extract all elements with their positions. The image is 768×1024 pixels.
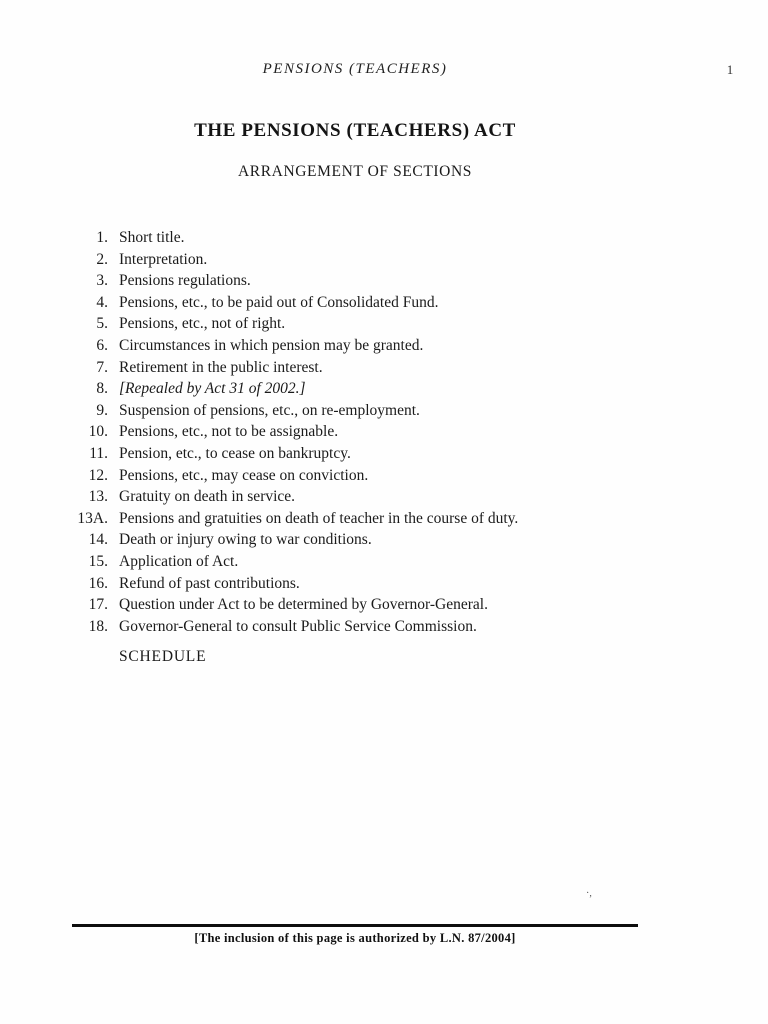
section-number: 12.: [88, 466, 108, 484]
section-item: [62, 486, 662, 508]
sections-list: [62, 227, 662, 637]
section-text: Question under Act to be determined by Governor-General.: [119, 596, 488, 614]
section-item: [62, 400, 662, 422]
section-item: [62, 551, 662, 573]
section-number: 11.: [89, 444, 108, 462]
section-number: 4.: [96, 293, 108, 311]
schedule-heading: SCHEDULE: [119, 648, 207, 665]
section-number: 13A.: [77, 509, 108, 527]
section-text: Circumstances in which pension may be granted.: [119, 336, 424, 354]
section-text: Death or injury owing to war conditions.: [119, 531, 372, 549]
section-item: [62, 313, 662, 335]
section-item: [62, 249, 662, 271]
section-text: Pensions, etc., not to be assignable.: [119, 423, 339, 441]
section-item: [62, 357, 662, 379]
section-item: [62, 465, 662, 487]
running-header-title: PENSIONS (TEACHERS): [262, 61, 448, 77]
section-item: [62, 529, 662, 551]
section-item: [62, 292, 662, 314]
section-item: [62, 573, 662, 595]
section-number: 5.: [96, 315, 108, 333]
section-text: Pensions and gratuities on death of teacher in the course of duty.: [119, 509, 519, 527]
section-item: [62, 443, 662, 465]
section-number: 10.: [88, 423, 108, 441]
section-number: 16.: [88, 574, 108, 592]
section-text: Pensions, etc., to be paid out of Consolidated Fund.: [119, 293, 439, 311]
section-item: [62, 270, 662, 292]
act-title: THE PENSIONS (TEACHERS) ACT: [194, 120, 516, 141]
section-number: 1.: [96, 229, 108, 246]
section-text: Short title.: [119, 229, 185, 246]
section-text: Pensions, etc., not of right.: [119, 315, 286, 333]
section-item: [62, 594, 662, 616]
section-item: [62, 616, 662, 638]
section-number: 2.: [96, 250, 108, 268]
section-number: 13.: [88, 488, 108, 506]
section-number: 6.: [96, 336, 108, 354]
section-text: Pensions, etc., may cease on conviction.: [119, 466, 369, 484]
section-text: Gratuity on death in service.: [119, 488, 296, 506]
section-number: 17.: [88, 596, 108, 614]
section-number: 14.: [88, 531, 108, 549]
section-text: Governor-General to consult Public Service Commission.: [119, 617, 477, 635]
section-item: [62, 227, 662, 249]
section-item: [62, 508, 662, 530]
section-text: Retirement in the public interest.: [119, 358, 323, 376]
section-text: Pension, etc., to cease on bankruptcy.: [119, 444, 351, 462]
section-item: [62, 378, 662, 400]
section-text: Application of Act.: [119, 552, 239, 570]
scan-artifact: ·,: [586, 888, 592, 899]
section-text: [Repealed by Act 31 of 2002.]: [119, 380, 306, 398]
section-text: Pensions regulations.: [119, 272, 251, 290]
section-text: Suspension of pensions, etc., on re-employment.: [119, 401, 420, 419]
section-text: Interpretation.: [119, 250, 208, 268]
section-item: [62, 335, 662, 357]
footer-rule: [72, 924, 638, 927]
section-number: 18.: [88, 617, 108, 635]
footer-authorization: [The inclusion of this page is authorized by L.N. 87/2004]: [194, 931, 516, 945]
page-number: 1: [726, 62, 734, 77]
section-number: 7.: [96, 358, 108, 376]
section-number: 9.: [96, 401, 108, 419]
running-header: [0, 60, 710, 78]
section-item: [62, 421, 662, 443]
section-number: 8.: [96, 380, 108, 398]
arrangement-of-sections-heading: ARRANGEMENT OF SECTIONS: [238, 163, 472, 180]
section-number: 3.: [96, 272, 108, 290]
section-number: 15.: [88, 552, 108, 570]
section-text: Refund of past contributions.: [119, 574, 300, 592]
